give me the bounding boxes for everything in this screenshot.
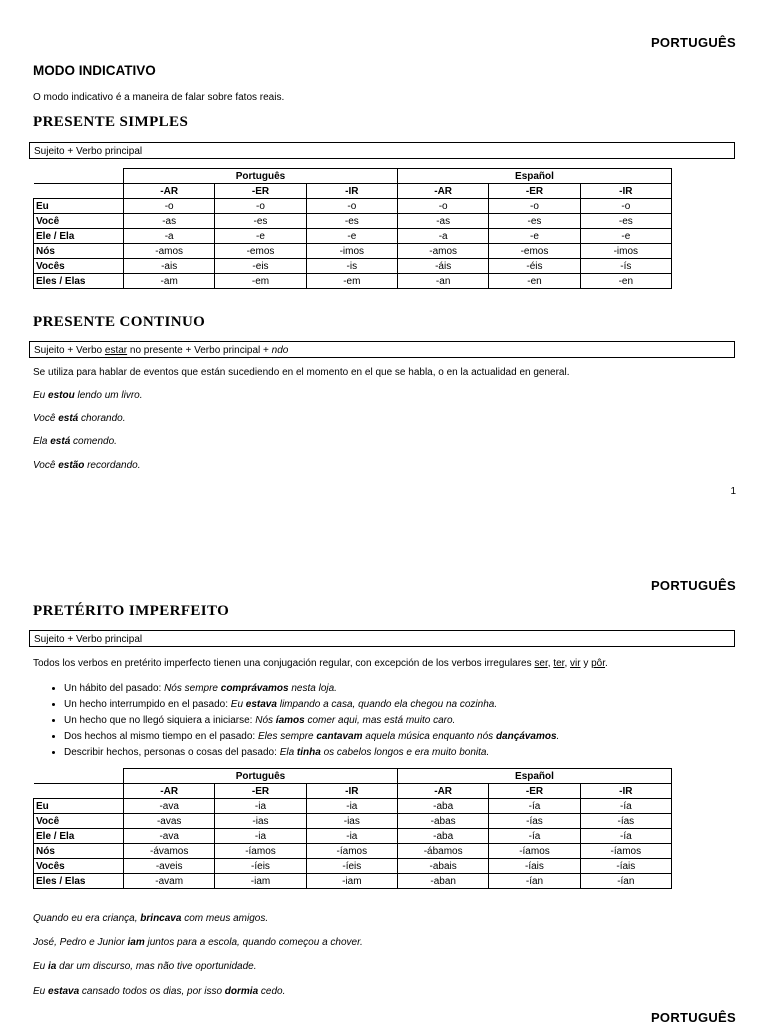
row-pronoun: Ele / Ela [34,829,124,844]
table-cell: -o [580,199,671,214]
heading-presente-continuo: PRESENTE CONTINUO [33,314,206,330]
example-verb: dormia [224,986,259,997]
bullet-example: Eles sempre [258,731,317,742]
row-pronoun: Nós [34,244,124,259]
formula-presente-continuo [29,341,735,358]
table-cell: -a [397,229,488,244]
ending-header: -IR [306,784,397,799]
row-pronoun: Eles / Elas [34,874,124,889]
bullet-verb: dançávamos [495,731,557,742]
continuo-description: Se utiliza para hablar de eventos que están sucediendo en el momento en el que se habla, o en la actualidad en general. [33,367,570,378]
list-item [64,697,559,713]
formula-italic: ndo [271,345,289,356]
table-cell: -ias [306,814,397,829]
example-part: Ela [33,436,51,447]
table-cell: -iam [215,874,306,889]
usage-list [48,681,559,761]
table-cell: -ava [124,829,215,844]
bullet-example: os cabelos longos e era muito bonita. [320,747,490,758]
bullet-example: aquela música enquanto nós [362,731,496,742]
group-header-portugues: Português [124,169,398,184]
desc-text: . [605,658,608,669]
preterito-description [33,658,608,669]
table-cell: -as [124,214,215,229]
table-cell: -as [397,214,488,229]
section-title-modo-indicativo: MODO INDICATIVO [33,63,156,78]
table-corner [34,184,124,199]
table-cell: -íais [580,859,671,874]
group-header-espanol: Español [397,169,671,184]
table-cell: -aba [397,829,488,844]
table-cell: -ia [215,829,306,844]
ending-header: -ER [489,184,580,199]
table-cell: -an [397,274,488,289]
table-row [34,874,672,889]
page-header: PORTUGUÊS [650,578,736,593]
example-part: lendo um livro. [74,390,143,401]
table-cell: -íamos [215,844,306,859]
example-part: comendo. [70,436,117,447]
table-cell: -o [306,199,397,214]
example-part: recordando. [84,460,141,471]
table-cell: -am [124,274,215,289]
table-cell: -abais [397,859,488,874]
example-part: Você [33,460,59,471]
table-cell: -o [124,199,215,214]
example-part: cansado todos os dias, por isso [79,986,225,997]
bullet-verb: comprávamos [220,683,289,694]
example-part: chorando. [78,413,126,424]
formula-text: Sujeito + Verbo [34,345,105,356]
example-verb: ia [48,961,57,972]
example-sentence [33,937,363,948]
table-cell: -ias [215,814,306,829]
table-corner [34,784,124,799]
ending-header: -ER [215,184,306,199]
example-verb: estava [48,986,80,997]
example-sentence [33,986,285,997]
bullet-example: comer aqui, mas está muito caro. [304,715,456,726]
table-cell: -ábamos [397,844,488,859]
bullet-example: Nós sempre [164,683,221,694]
example-part: Quando eu era criança, [33,913,141,924]
group-header-portugues: Português [124,769,398,784]
example-part: José, Pedro e Junior [33,937,128,948]
table-cell: -íais [489,859,580,874]
example-verb: está [50,436,71,447]
table-row [34,199,672,214]
desc-sep: , [547,658,554,669]
bullet-text: Dos hechos al mismo tiempo en el pasado: [64,731,258,742]
conjugation-table-imperfeito [33,768,672,889]
list-item [64,745,559,761]
bullet-example: Eu [230,699,246,710]
desc-sep: y [580,658,592,669]
table-body [34,799,672,889]
table-cell: -imos [580,244,671,259]
row-pronoun: Você [34,214,124,229]
table-cell: -e [489,229,580,244]
example-sentence [33,460,140,471]
table-cell: -e [215,229,306,244]
formula-presente-simples: Sujeito + Verbo principal [29,142,735,159]
intro-text: O modo indicativo é a maneira de falar sobre fatos reais. [33,92,285,103]
table-cell: -íeis [306,859,397,874]
example-part: com meus amigos. [181,913,269,924]
list-item [64,713,559,729]
table-row [34,214,672,229]
table-row [34,844,672,859]
table-cell: -ía [580,829,671,844]
table-cell: -em [215,274,306,289]
table-row [34,859,672,874]
table-cell: -eis [215,259,306,274]
table-row [34,829,672,844]
row-pronoun: Nós [34,844,124,859]
example-part: Você [33,413,59,424]
ending-header: -AR [397,784,488,799]
row-pronoun: Eles / Elas [34,274,124,289]
table-cell: -ían [580,874,671,889]
bullet-example: Ela [279,747,297,758]
ending-header: -IR [306,184,397,199]
formula-preterito: Sujeito + Verbo principal [29,630,735,647]
table-cell: -áis [397,259,488,274]
bullet-verb: cantavam [316,731,363,742]
ending-header: -ER [215,784,306,799]
row-pronoun: Você [34,814,124,829]
table-cell: -ía [489,829,580,844]
example-verb: estão [58,460,85,471]
table-cell: -ía [580,799,671,814]
table-cell: -aba [397,799,488,814]
example-part: juntos para a escola, quando começou a chover. [144,937,363,948]
desc-sep: , [564,658,570,669]
table-cell: -íamos [306,844,397,859]
formula-text: no presente + Verbo principal + [127,345,272,356]
table-cell: -ávamos [124,844,215,859]
example-verb: brincava [140,913,182,924]
table-cell: -emos [489,244,580,259]
irregular-verb: vir [570,658,581,669]
bullet-example: nesta loja. [288,683,337,694]
ending-header: -IR [580,784,671,799]
example-verb: está [58,413,79,424]
table-cell: -ían [489,874,580,889]
ending-header: -AR [397,184,488,199]
ending-header: -AR [124,184,215,199]
table-cell: -es [215,214,306,229]
table-cell: -a [124,229,215,244]
bullet-example: . [556,731,560,742]
table-cell: -o [215,199,306,214]
table-row [34,799,672,814]
list-item [64,729,559,745]
table-cell: -es [306,214,397,229]
irregular-verb: ser [534,658,548,669]
ending-header: -AR [124,784,215,799]
table-cell: -e [306,229,397,244]
row-pronoun: Vocês [34,259,124,274]
example-part: dar um discurso, mas não tive oportunidade. [56,961,257,972]
example-sentence [33,413,125,424]
table-cell: -éis [489,259,580,274]
table-cell: -o [489,199,580,214]
row-pronoun: Ele / Ela [34,229,124,244]
bullet-text: Un hecho interrumpido en el pasado: [64,699,231,710]
page-number: 1 [730,486,736,497]
example-sentence [33,390,143,401]
bullet-verb: íamos [275,715,305,726]
table-row [34,244,672,259]
row-pronoun: Vocês [34,859,124,874]
table-cell: -ia [306,799,397,814]
bullet-example: Nós [255,715,276,726]
table-corner [34,169,124,184]
table-cell: -amos [397,244,488,259]
ending-header: -ER [489,784,580,799]
table-corner [34,769,124,784]
group-header-espanol: Español [397,769,671,784]
table-row [34,274,672,289]
table-cell: -o [397,199,488,214]
table-body [34,199,672,289]
table-row [34,259,672,274]
table-cell: -ís [580,259,671,274]
table-cell: -ía [489,799,580,814]
table-cell: -en [489,274,580,289]
desc-text: Todos los verbos en pretérito imperfecto tienen una conjugación regular, con excepción de los verbos irregulares [33,658,535,669]
bullet-text: Un hecho que no llegó siquiera a iniciarse: [64,715,256,726]
page-header: PORTUGUÊS [650,1010,736,1025]
irregular-verb: ter [553,658,565,669]
example-verb: iam [127,937,145,948]
table-cell: -imos [306,244,397,259]
table-row [34,814,672,829]
table-cell: -aban [397,874,488,889]
table-cell: -íamos [580,844,671,859]
table-cell: -amos [124,244,215,259]
table-cell: -e [580,229,671,244]
row-pronoun: Eu [34,199,124,214]
example-verb: estou [48,390,75,401]
bullet-verb: estava [245,699,277,710]
example-part: Eu [33,986,49,997]
table-cell: -is [306,259,397,274]
heading-preterito-imperfeito: PRETÉRITO IMPERFEITO [33,603,230,619]
example-part: Eu [33,390,49,401]
example-sentence [33,913,268,924]
example-sentence [33,961,256,972]
table-cell: -es [489,214,580,229]
formula-underlined: estar [104,345,128,356]
table-row [34,229,672,244]
table-cell: -es [580,214,671,229]
table-cell: -iam [306,874,397,889]
conjugation-table-presente [33,168,672,289]
table-cell: -íeis [215,859,306,874]
table-cell: -em [306,274,397,289]
table-cell: -ías [580,814,671,829]
table-cell: -abas [397,814,488,829]
page-header: PORTUGUÊS [650,35,736,50]
table-cell: -ais [124,259,215,274]
bullet-text: Un hábito del pasado: [64,683,165,694]
bullet-text: Describir hechos, personas o cosas del pasado: [64,747,280,758]
example-part: Eu [33,961,49,972]
bullet-example: limpando a casa, quando ela chegou na cozinha. [276,699,498,710]
table-cell: -avam [124,874,215,889]
table-cell: -ia [306,829,397,844]
example-sentence [33,436,117,447]
table-cell: -aveis [124,859,215,874]
list-item [64,681,559,697]
irregular-verb: pôr [591,658,606,669]
table-cell: -ava [124,799,215,814]
heading-presente-simples: PRESENTE SIMPLES [33,114,189,130]
ending-header: -IR [580,184,671,199]
table-cell: -en [580,274,671,289]
example-part: cedo. [258,986,286,997]
table-cell: -ías [489,814,580,829]
bullet-verb: tinha [296,747,321,758]
table-cell: -ia [215,799,306,814]
table-cell: -íamos [489,844,580,859]
table-cell: -avas [124,814,215,829]
row-pronoun: Eu [34,799,124,814]
table-cell: -emos [215,244,306,259]
